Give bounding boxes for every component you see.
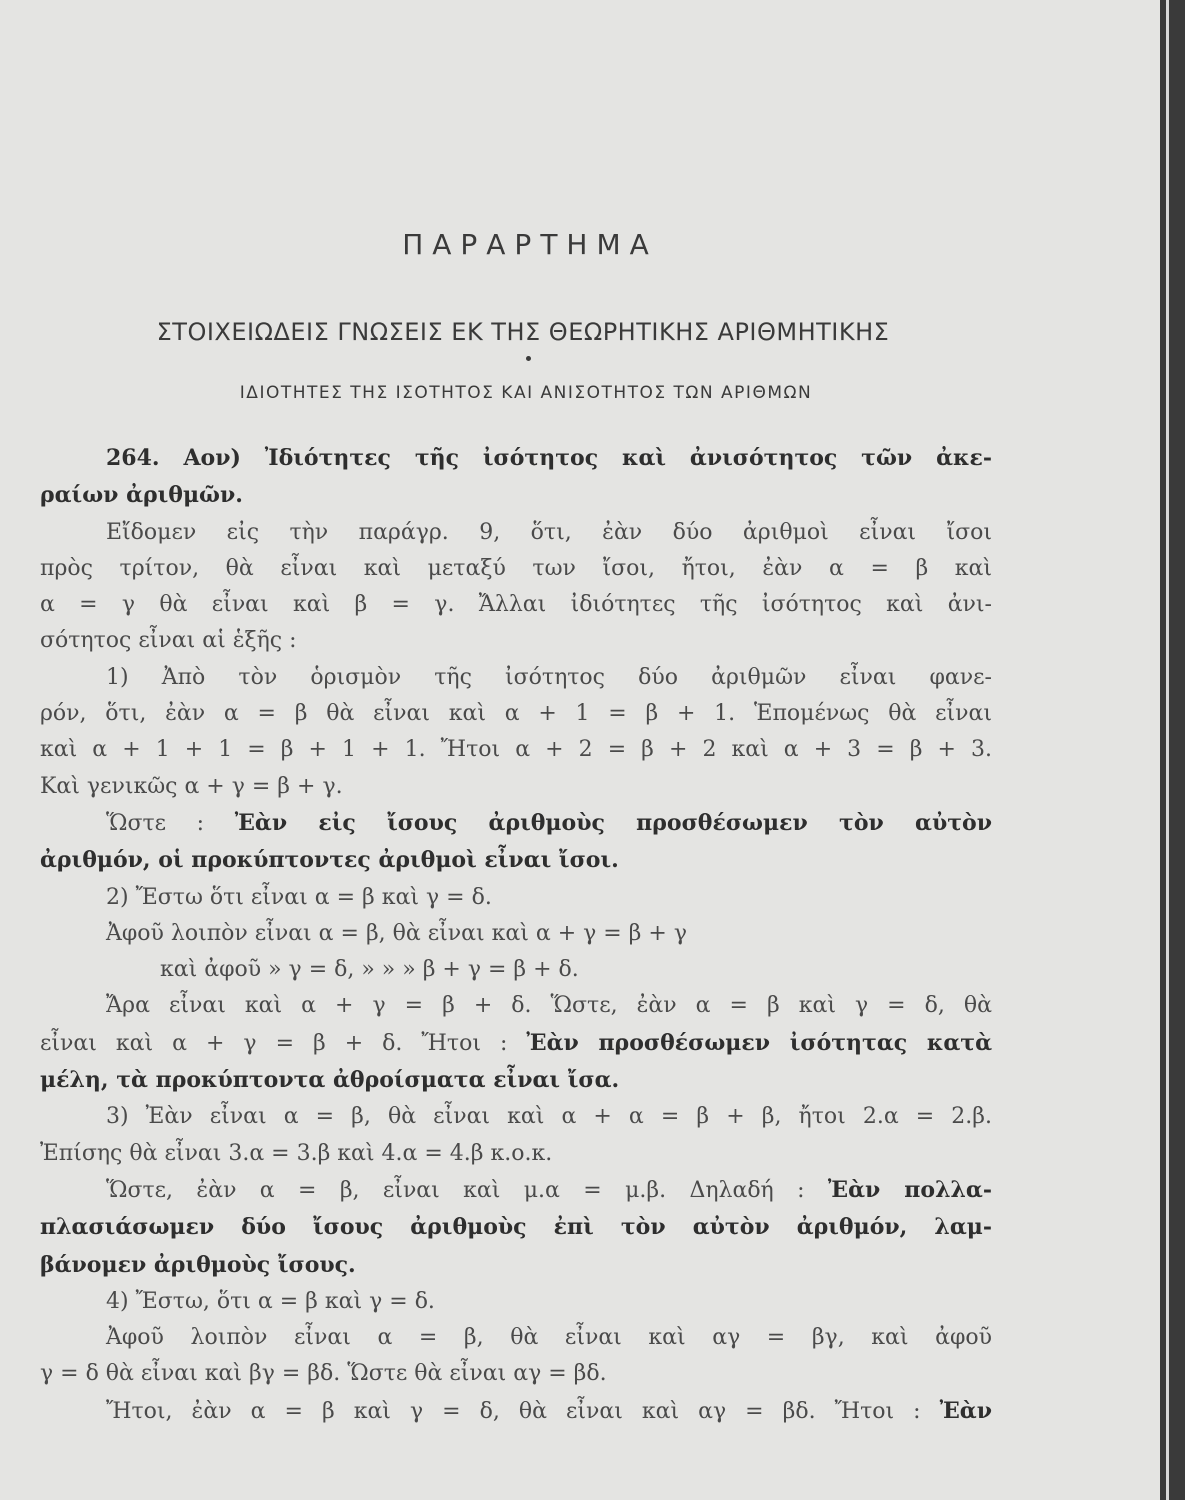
text-line: 1) Ἀπὸ τὸν ὁρισμὸν τῆς ἰσότητος δύο ἀριθμῶν εἶναι φανε-: [106, 664, 992, 690]
text-line: [40, 805, 992, 842]
text-line: Ἀφοῦ λοιπὸν εἶναι α = β, θὰ εἶναι καὶ α + γ = β + γ: [106, 920, 687, 946]
text-line: Καὶ γενικῶς α + γ = β + γ.: [40, 773, 343, 799]
text-line: [40, 1172, 992, 1209]
text-line: σότητος εἶναι αἱ ἑξῆς :: [40, 628, 297, 654]
text-line: [40, 842, 992, 879]
bold-rule: πλασιάσωμεν δύο ἴσους ἀριθμοὺς ἐπὶ τὸν αὐτὸν ἀριθμόν, λαμ-: [40, 1214, 992, 1241]
text-line: [40, 477, 992, 514]
bold-rule: βάνομεν ἀριθμοὺς ἴσους.: [40, 1251, 356, 1278]
text-line: πρὸς τρίτον, θὰ εἶναι καὶ μεταξύ των ἴσοι, ἤτοι, ἐὰν α = β καὶ: [40, 555, 992, 581]
bold-rule: Ἐὰν προσθέσωμεν ἰσότητας κατὰ: [526, 1029, 993, 1056]
bold-heading: Ἰδιότητες τῆς ἰσότητος καὶ ἀνισότητος τῶν ἀκε-: [264, 445, 992, 471]
text-line: Ἄρα εἶναι καὶ α + γ = β + δ. Ὥστε, ἐὰν α = β καὶ γ = δ, θὰ: [106, 993, 992, 1019]
text-line: [40, 1209, 992, 1246]
inline-text: Ὥστε :: [106, 810, 235, 836]
bold-heading: ραίων ἀριθμῶν.: [40, 482, 243, 509]
bold-rule: Ἐὰν πολλα-: [827, 1176, 992, 1203]
text-line: 2) Ἔστω ὅτι εἶναι α = β καὶ γ = δ.: [106, 884, 492, 910]
chapter-subtitle: ΣΤΟΙΧΕΙΩΔΕΙΣ ΓΝΩΣΕΙΣ ΕΚ ΤΗΣ ΘΕΩΡΗΤΙΚΗΣ ΑΡΙΘΜΗΤΙΚΗΣ: [156, 318, 890, 346]
separator-dot: [526, 356, 531, 361]
paragraph-number: 264. Αον): [106, 445, 265, 471]
bold-rule: Ἐὰν: [939, 1397, 992, 1424]
inline-text: εἶναι καὶ α + γ = β + δ. Ἤτοι :: [40, 1030, 527, 1056]
page-title: ΠΑΡΑΡΤΗΜΑ: [402, 228, 658, 261]
text-line: [40, 440, 992, 477]
text-line: [40, 1062, 992, 1099]
section-heading: ΙΔΙΟΤΗΤΕΣ ΤΗΣ ΙΣΟΤΗΤΟΣ ΚΑΙ ΑΝΙΣΟΤΗΤΟΣ ΤΩΝ ΑΡΙΘΜΩΝ: [239, 383, 813, 403]
text-line: γ = δ θὰ εἶναι καὶ βγ = βδ. Ὥστε θὰ εἶναι αγ = βδ.: [40, 1361, 607, 1387]
inline-text: Ὥστε, ἐὰν α = β, εἶναι καὶ μ.α = μ.β. Δηλαδή :: [106, 1177, 828, 1203]
text-line: [40, 1025, 992, 1062]
text-line: [40, 1393, 992, 1430]
text-line: Ἐπίσης θὰ εἶναι 3.α = 3.β καὶ 4.α = 4.β κ.ο.κ.: [40, 1140, 553, 1166]
bold-rule: μέλη, τὰ προκύπτοντα ἀθροίσματα εἶναι ἴσα.: [40, 1067, 620, 1094]
text-line: Εἴδομεν εἰς τὴν παράγρ. 9, ὅτι, ἐὰν δύο ἀριθμοὶ εἶναι ἴσοι: [106, 519, 992, 545]
text-line: 4) Ἔστω, ὅτι α = β καὶ γ = δ.: [106, 1288, 435, 1314]
book-edge: [1160, 0, 1185, 1500]
bold-rule: ἀριθμόν, οἱ προκύπτοντες ἀριθμοὶ εἶναι ἴσοι.: [40, 847, 619, 874]
text-line: καὶ α + 1 + 1 = β + 1 + 1. Ἤτοι α + 2 = β + 2 καὶ α + 3 = β + 3.: [40, 737, 992, 763]
text-line: Ἀφοῦ λοιπὸν εἶναι α = β, θὰ εἶναι καὶ αγ = βγ, καὶ ἀφοῦ: [106, 1325, 992, 1351]
page-edge-line: [1166, 0, 1169, 1500]
bold-rule: Ἐὰν εἰς ἴσους ἀριθμοὺς προσθέσωμεν τὸν αὐτὸν: [234, 809, 992, 836]
text-line: 3) Ἐὰν εἶναι α = β, θὰ εἶναι καὶ α + α = β + β, ἤτοι 2.α = 2.β.: [106, 1104, 992, 1130]
body-text: [40, 440, 992, 1430]
text-line: ρόν, ὅτι, ἐὰν α = β θὰ εἶναι καὶ α + 1 = β + 1. Ἑπομένως θὰ εἶναι: [40, 701, 992, 727]
inline-text: Ἤτοι, ἐὰν α = β καὶ γ = δ, θὰ εἶναι καὶ αγ = βδ. Ἤτοι :: [106, 1398, 940, 1424]
text-line: α = γ θὰ εἶναι καὶ β = γ. Ἄλλαι ἰδιότητες τῆς ἰσότητος καὶ ἀνι-: [40, 592, 992, 618]
text-line: καὶ ἀφοῦ » γ = δ, » » » β + γ = β + δ.: [160, 957, 579, 983]
text-line: [40, 1247, 992, 1284]
